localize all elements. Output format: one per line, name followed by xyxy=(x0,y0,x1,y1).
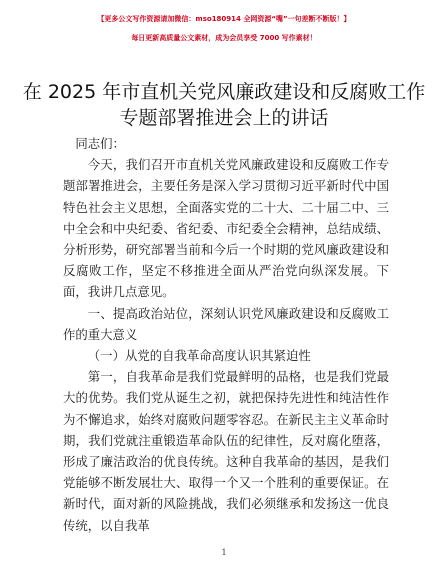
paragraph-intro: 今天，我们召开市直机关党风廉政建设和反腐败工作专题部署推进会，主要任务是深入学习贯彻习近平新时代中国特色社会主义思想，全面落实党的二十大、二十届二中、三中全会和中央纪委、省纪委、市纪委全会精神，总结成绩、分析形势，研究部署当前和今后一个时期的党风廉政建设和反腐败工作，坚定不移推进全面从严治党向纵深发展。下面，我讲几点意见。 xyxy=(63,157,389,300)
section-heading-1: 一、提高政治站位，深刻认识党风廉政建设和反腐败工作的重大意义 xyxy=(63,305,389,342)
promo-banner-line2: 每日更新高质量公文素材，成为会员享受 7000 写作素材！ xyxy=(131,34,317,42)
document-title-line2: 专题部署推进会上的讲话 xyxy=(119,107,329,129)
subheading-1: （一）从党的自我革命高度认识其紧迫性 xyxy=(87,348,311,364)
page-number: 1 xyxy=(221,548,227,557)
document-title-line1: 在 2025 年市直机关党风廉政建设和反腐败工作 xyxy=(22,81,426,103)
promo-banner-line1: 【更多公文写作资源请加微信：mso180914 全网资源“嘴”一句差断不断版！】 xyxy=(97,15,351,23)
document-body xyxy=(63,133,389,536)
paragraph-first-point: 第一，自我革命是我们党最鲜明的品格，也是我们党最大的优势。我们党从诞生之初，就把保持先进性和纯洁性作为不懈追求，始终对腐败问题零容忍。在新民主主义革命时期，我们党就注重锻造革命队伍的纪律性，反对腐化堕落，形成了廉洁政治的优良传统。这种自我革命的基因，是我们党能够不断发展壮大、取得一个又一个胜利的重要保证。在新时代，面对新的风险挑战，我们必须继承和发扬这一优良传统，以自我革 xyxy=(63,369,389,533)
salutation: 同志们： xyxy=(75,136,125,151)
